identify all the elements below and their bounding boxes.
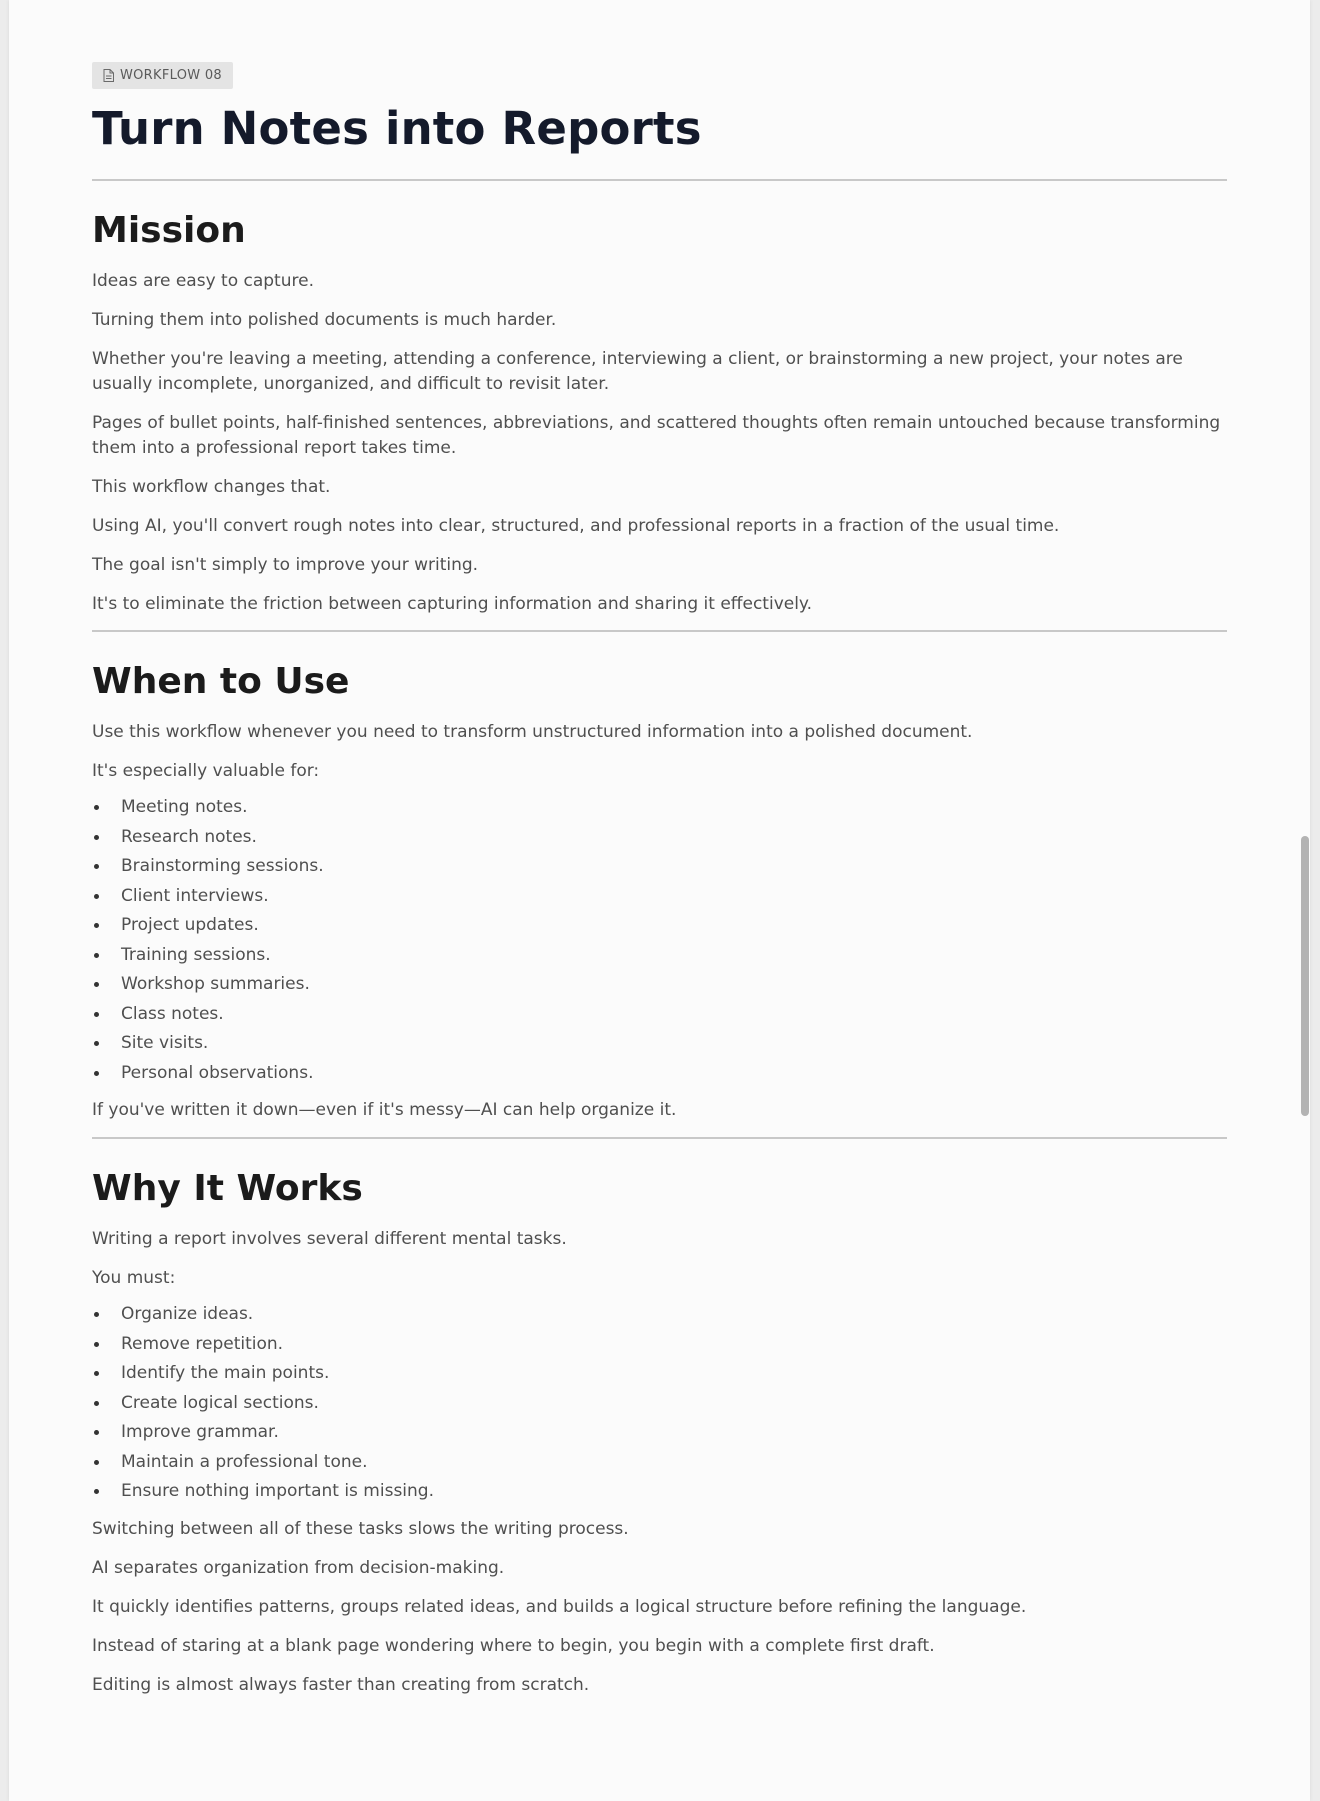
list-item: Create logical sections.	[121, 1389, 1227, 1419]
list-item: Training sessions.	[121, 941, 1227, 971]
paragraph: Turning them into polished documents is much harder.	[92, 310, 557, 330]
list-item: Ensure nothing important is missing.	[121, 1477, 1227, 1507]
paragraph: The goal isn't simply to improve your writing.	[92, 555, 479, 575]
paragraph: Ideas are easy to capture.	[92, 271, 314, 291]
list-item: Identify the main points.	[121, 1359, 1227, 1389]
list-item: Maintain a professional tone.	[121, 1448, 1227, 1478]
scrollbar-thumb[interactable]	[1301, 836, 1309, 1116]
list-item: Organize ideas.	[121, 1300, 1227, 1330]
task-list	[92, 1300, 1227, 1507]
list-item: Client interviews.	[121, 882, 1227, 912]
paragraph: Switching between all of these tasks slows the writing process.	[92, 1518, 629, 1539]
paragraph: You must:	[92, 1268, 176, 1288]
document-content	[92, 62, 1227, 1698]
use-case-list	[92, 793, 1227, 1088]
divider	[92, 179, 1227, 181]
paragraph: This workflow changes that.	[92, 477, 331, 497]
list-item: Class notes.	[121, 1000, 1227, 1030]
list-item: Research notes.	[121, 823, 1227, 853]
paragraph: Pages of bullet points, half-finished sentences, abbreviations, and scattered thoughts often remain untouched because transforming them into a professional report takes time.	[92, 413, 1221, 458]
list-item: Site visits.	[121, 1029, 1227, 1059]
paragraph: Use this workflow whenever you need to transform unstructured information into a polished document.	[92, 722, 973, 742]
paragraph: It's especially valuable for:	[92, 761, 320, 781]
paragraph: It's to eliminate the friction between capturing information and sharing it effectively.	[92, 594, 812, 614]
section-heading-when-to-use: When to Use	[92, 661, 350, 702]
page-title: Turn Notes into Reports	[92, 102, 702, 155]
divider	[92, 1137, 1227, 1139]
list-item: Remove repetition.	[121, 1330, 1227, 1360]
paragraph: AI separates organization from decision-making.	[92, 1557, 505, 1578]
list-item: Workshop summaries.	[121, 970, 1227, 1000]
list-item: Project updates.	[121, 911, 1227, 941]
paragraph: If you've written it down—even if it's messy—AI can help organize it.	[92, 1100, 677, 1120]
list-item: Personal observations.	[121, 1059, 1227, 1089]
paragraph: Whether you're leaving a meeting, attending a conference, interviewing a client, or brainstorming a new project, your notes are usually incomplete, unorganized, and difficult to revisit later.	[92, 349, 1183, 394]
document-icon	[103, 69, 114, 82]
paragraph: Writing a report involves several different mental tasks.	[92, 1229, 567, 1249]
section-heading-mission: Mission	[92, 210, 246, 251]
list-item: Brainstorming sessions.	[121, 852, 1227, 882]
list-item: Meeting notes.	[121, 793, 1227, 823]
document-page	[9, 0, 1310, 1801]
workflow-tag	[92, 62, 233, 89]
paragraph: It quickly identifies patterns, groups related ideas, and builds a logical structure before refining the language.	[92, 1596, 1027, 1617]
list-item: Improve grammar.	[121, 1418, 1227, 1448]
divider	[92, 630, 1227, 632]
paragraph: Instead of staring at a blank page wondering where to begin, you begin with a complete first draft.	[92, 1635, 935, 1656]
workflow-tag-label: WORKFLOW 08	[120, 68, 222, 83]
section-heading-why-it-works: Why It Works	[92, 1168, 363, 1209]
paragraph: Editing is almost always faster than creating from scratch.	[92, 1674, 590, 1695]
paragraph: Using AI, you'll convert rough notes into clear, structured, and professional reports in a fraction of the usual time.	[92, 516, 1060, 536]
